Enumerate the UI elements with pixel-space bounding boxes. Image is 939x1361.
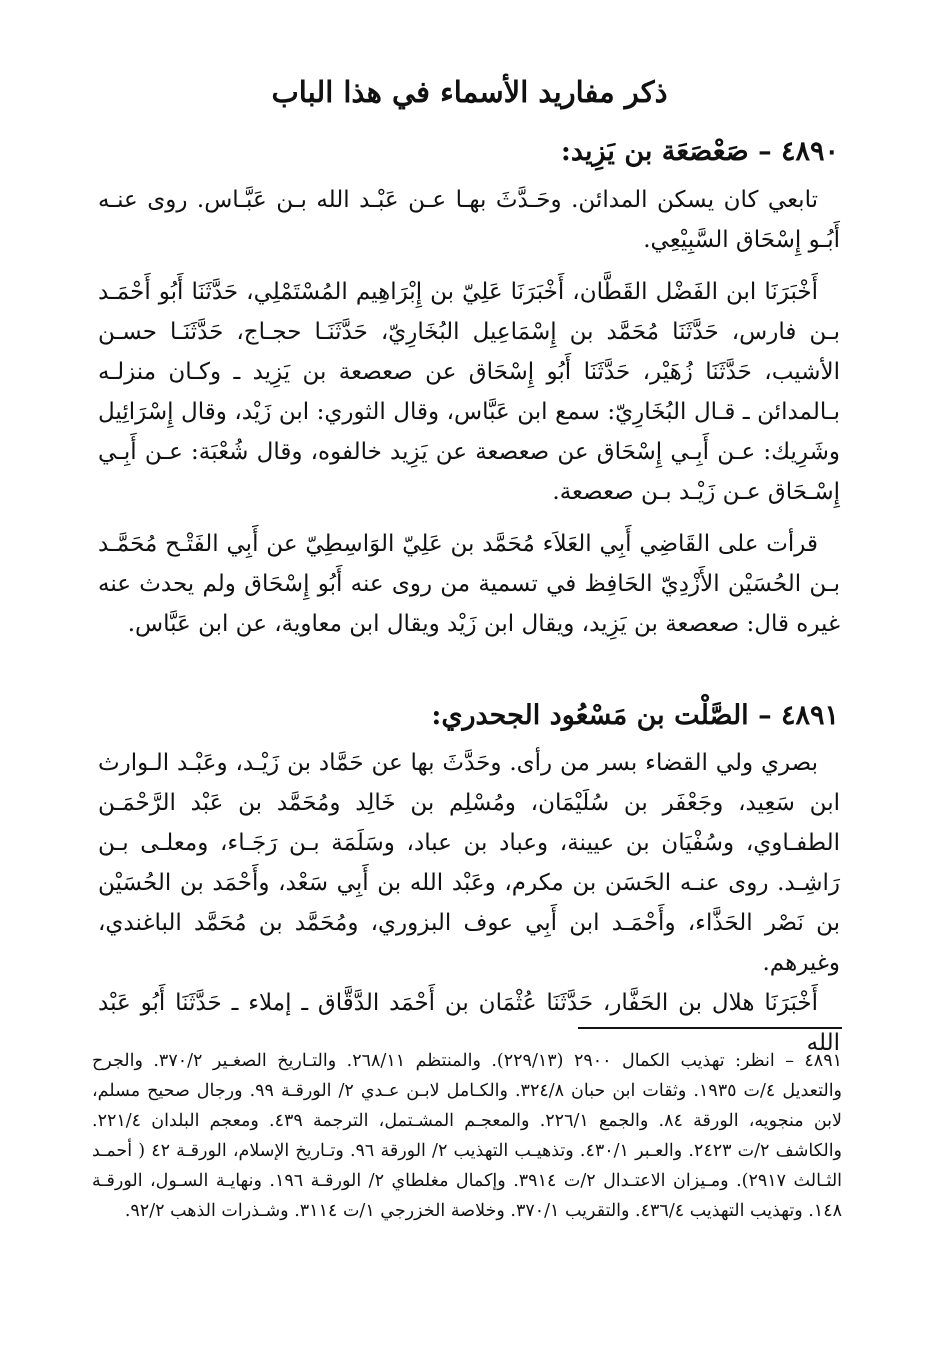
paragraph: تابعي كان يسكن المدائن. وحَـدَّثَ بهـا عـن عَبْـد الله بـن عَبَّـاس. روى عنـه أَبُـو إِسْحَاق السَّبِيْعِي.: [98, 187, 840, 253]
footnotes: [92, 1046, 842, 1226]
paragraph: أَخْبَرَنَا هلال بن الحَفَّار، حَدَّثَنَا عُثْمَان بن أَحْمَد الدَّقَّاق ـ إملاء ـ حَدَّثَنَا أَبُو عَبْد الله: [98, 990, 840, 1056]
paragraph: أَخْبَرَنَا ابن الفَضْل القَطَّان، أَخْبَرَنَا عَلِيّ بن إِبْرَاهِيم المُسْتَمْلِي، حَدَّثَنَا أَبُو أَحْمَـد بـن فارس، حَدَّثَنَا مُحَمَّد بن إِسْمَاعِيل البُخَارِيّ، حَدَّثَنَـا حجـاج، حَدَّثَنَـا حسـن الأشيب، حَدَّثَنَا زُهَيْر، حَدَّثَنَا أَبُو إِسْحَاق عن صعصعة بن يَزِيد ـ وكـان منزلـه بـالمدائن ـ قـال البُخَارِيّ: سمع ابن عَبَّاس، وقال الثوري: ابن زَيْد، وقال إِسْرَائِيل وشَرِيك: عـن أَبِـي إِسْحَاق عن صعصعة عن يَزِيد خالفوه، وقال شُعْبَة: عـن أَبِـي إِسْـحَاق عـن زَيْـد بـن صعصعة.: [98, 279, 840, 505]
entry-body-4891: [98, 743, 840, 1063]
entry-heading-4891: ٤٨٩١ – الصَّلْت بن مَسْعُود الجحدري:: [431, 700, 839, 731]
page-title: ذكر مفاريد الأسماء في هذا الباب: [271, 75, 668, 109]
paragraph: قرأت على القَاضِي أَبِي العَلاَء مُحَمَّد بن عَلِيّ الوَاسِطِيّ عن أَبِي الفَتْـح مُحَمَّـد بـن الحُسَيْن الأَزْدِيّ الحَافِظ في تسمية من روى عنه أَبُو إِسْحَاق ولم يحدث عنه غيره قال: صعصعة بن يَزِيد، ويقال ابن زَيْد ويقال ابن معاوية، عن ابن عَبَّاس.: [98, 531, 840, 637]
footnote-divider: [578, 1027, 842, 1029]
entry-body-4890: [98, 180, 840, 644]
footnote: ٤٨٩١ – انظر: تهذيب الكمال ٢٩٠٠ (٢٢٩/١٣). والمنتظم ٢٦٨/١١. والتـاريخ الصغـير ٣٧٠/٢. والجرح والتعديل ٤/ت ١٩٣٥. وثقات ابن حبان ٣٢٤/٨. والكـامل لابـن عـدي ٢/ الورقـة ٩٩. ورجال صحيح مسلم، لابن منجويه، الورقة ٨٤. والجمع ٢٢٦/١. والمعجـم المشـتمل، الترجمة ٤٣٩. ومعجم البلدان ٢٢١/٤. والكاشف ٢/ت ٢٤٢٣. والعـبر ٤٣٠/١. وتذهيـب التهذيب ٢/ الورقة ٩٦. وتـاريخ الإسلام، الورقـة ٤٢ ( أحمـد الثـالث ٢٩١٧). ومـيزان الاعتـدال ٢/ت ٣٩١٤. وإكمال مغلطاي ٢/ الورقـة ١٩٦. ونهايـة السـول، الورقـة ١٤٨. وتهذيب التهذيب ٤٣٦/٤. والتقريب ٣٧٠/١. وخلاصة الخزرجي ١/ت ٣١١٤. وشـذرات الذهب ٩٢/٢.: [92, 1051, 843, 1221]
paragraph: بصري ولي القضاء بسر من رأى. وحَدَّثَ بها عن حَمَّاد بن زَيْـد، وعَبْـد الـوارث ابن سَعِيد، وجَعْفَر بن سُلَيْمَان، ومُسْلِم بن خَالِد ومُحَمَّد بن عَبْد الرَّحْمَـن الطفـاوي، وسُفْيَان بن عيينة، وعباد بن عباد، وسَلَمَة بـن رَجَـاء، ومعلـى بـن رَاشِـد. روى عنـه الحَسَن بن مكرم، وعَبْد الله بن أَبِي سَعْد، وأَحْمَد بن الحُسَيْن بن نَصْر الحَذَّاء، وأَحْمَـد ابن أَبِي عوف البزوري، ومُحَمَّد بن مُحَمَّد الباغندي، وغيرهم.: [98, 750, 840, 976]
entry-heading-4890: ٤٨٩٠ – صَعْصَعَة بن يَزِيد:: [560, 136, 839, 167]
